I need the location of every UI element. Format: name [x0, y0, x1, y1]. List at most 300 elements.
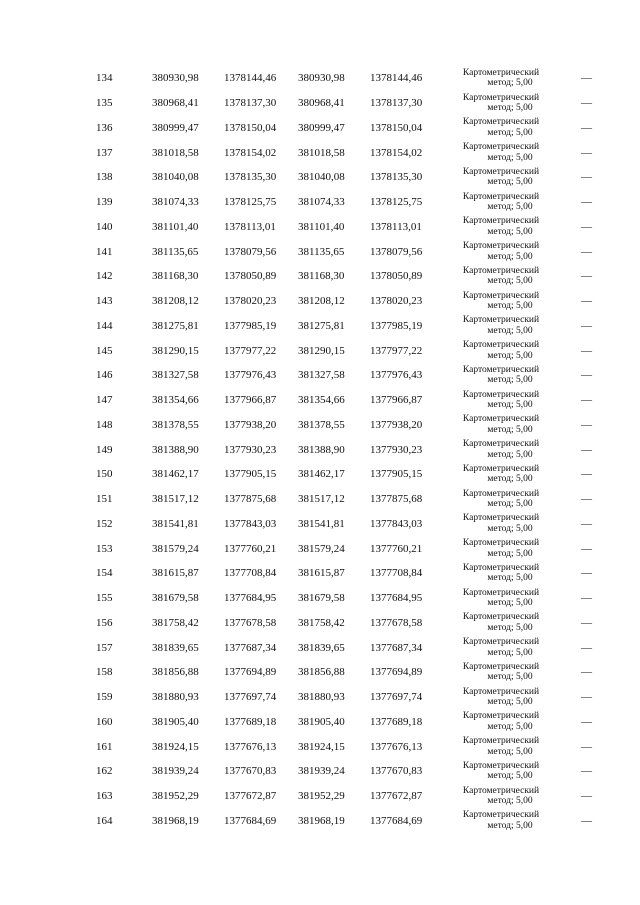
- refined-x-coordinate: 381101,40: [298, 220, 345, 233]
- refined-x-coordinate: 381275,81: [298, 319, 345, 332]
- existing-y-coordinate: 1378144,46: [224, 72, 277, 85]
- method-accuracy: метод; 5,00: [487, 301, 533, 312]
- table-row: [96, 586, 592, 611]
- point-number: 164: [96, 814, 113, 827]
- existing-y-coordinate: 1377708,84: [224, 567, 277, 580]
- method-accuracy: метод; 5,00: [487, 672, 533, 683]
- table-row: [96, 611, 592, 636]
- table-row: [96, 215, 592, 240]
- method-accuracy: метод; 5,00: [487, 598, 533, 609]
- existing-x-coordinate: 381354,66: [152, 394, 199, 407]
- point-number: 140: [96, 220, 113, 233]
- refined-x-coordinate: 381135,65: [298, 245, 345, 258]
- empty-marker: —: [581, 344, 592, 357]
- empty-marker: —: [581, 542, 592, 555]
- empty-marker: —: [581, 715, 592, 728]
- existing-x-coordinate: 381040,08: [152, 171, 199, 184]
- existing-x-coordinate: 381952,29: [152, 790, 199, 803]
- method-and-accuracy: [446, 215, 556, 240]
- existing-x-coordinate: 381924,15: [152, 740, 199, 753]
- method-accuracy: метод; 5,00: [487, 375, 533, 386]
- refined-x-coordinate: 381679,58: [298, 592, 345, 605]
- method-and-accuracy: [446, 165, 556, 190]
- existing-y-coordinate: 1378150,04: [224, 121, 277, 134]
- refined-x-coordinate: 381579,24: [298, 542, 345, 555]
- table-row: [96, 635, 592, 660]
- refined-y-coordinate: 1377697,74: [370, 691, 423, 704]
- point-number: 146: [96, 369, 113, 382]
- existing-x-coordinate: 381517,12: [152, 493, 199, 506]
- refined-x-coordinate: 381615,87: [298, 567, 345, 580]
- point-number: 135: [96, 97, 113, 110]
- table-row: [96, 512, 592, 537]
- method-and-accuracy: [446, 487, 556, 512]
- refined-x-coordinate: 381018,58: [298, 146, 345, 159]
- point-number: 144: [96, 319, 113, 332]
- table-row: [96, 264, 592, 289]
- existing-y-coordinate: 1377672,87: [224, 790, 277, 803]
- refined-y-coordinate: 1377689,18: [370, 715, 423, 728]
- refined-y-coordinate: 1377670,83: [370, 765, 423, 778]
- method-name: Картометрический: [462, 340, 540, 351]
- empty-marker: —: [581, 97, 592, 110]
- method-and-accuracy: [446, 239, 556, 264]
- existing-y-coordinate: 1377687,34: [224, 641, 277, 654]
- existing-x-coordinate: 381378,55: [152, 418, 199, 431]
- method-accuracy: метод; 5,00: [487, 424, 533, 435]
- empty-marker: —: [581, 121, 592, 134]
- existing-y-coordinate: 1377977,22: [224, 344, 277, 357]
- refined-x-coordinate: 381952,29: [298, 790, 345, 803]
- empty-marker: —: [581, 641, 592, 654]
- existing-y-coordinate: 1377676,13: [224, 740, 277, 753]
- refined-y-coordinate: 1377985,19: [370, 319, 423, 332]
- method-name: Картометрический: [462, 265, 540, 276]
- existing-y-coordinate: 1377966,87: [224, 394, 277, 407]
- method-name: Картометрический: [462, 711, 540, 722]
- empty-marker: —: [581, 245, 592, 258]
- table-row: [96, 784, 592, 809]
- existing-x-coordinate: 381275,81: [152, 319, 199, 332]
- empty-marker: —: [581, 220, 592, 233]
- method-and-accuracy: [446, 289, 556, 314]
- table-row: [96, 437, 592, 462]
- existing-x-coordinate: 380999,47: [152, 121, 199, 134]
- method-accuracy: метод; 5,00: [487, 771, 533, 782]
- table-row: [96, 809, 592, 834]
- point-number: 150: [96, 468, 113, 481]
- point-number: 143: [96, 295, 113, 308]
- table-row: [96, 487, 592, 512]
- point-number: 149: [96, 443, 113, 456]
- method-name: Картометрический: [462, 562, 540, 573]
- method-name: Картометрический: [462, 117, 540, 128]
- method-accuracy: метод; 5,00: [487, 622, 533, 633]
- method-accuracy: метод; 5,00: [487, 746, 533, 757]
- refined-x-coordinate: 381462,17: [298, 468, 345, 481]
- point-number: 160: [96, 715, 113, 728]
- table-row: [96, 413, 592, 438]
- point-number: 162: [96, 765, 113, 778]
- method-and-accuracy: [446, 809, 556, 834]
- method-and-accuracy: [446, 314, 556, 339]
- point-number: 139: [96, 196, 113, 209]
- existing-y-coordinate: 1378113,01: [224, 220, 276, 233]
- empty-marker: —: [581, 468, 592, 481]
- empty-marker: —: [581, 592, 592, 605]
- method-accuracy: метод; 5,00: [487, 202, 533, 213]
- refined-y-coordinate: 1378125,75: [370, 196, 423, 209]
- existing-y-coordinate: 1378135,30: [224, 171, 277, 184]
- existing-x-coordinate: 381101,40: [152, 220, 199, 233]
- table-row: [96, 363, 592, 388]
- existing-x-coordinate: 381327,58: [152, 369, 199, 382]
- refined-y-coordinate: 1377905,15: [370, 468, 423, 481]
- table-row: [96, 462, 592, 487]
- refined-x-coordinate: 381541,81: [298, 517, 345, 530]
- refined-y-coordinate: 1377966,87: [370, 394, 423, 407]
- method-name: Картометрический: [462, 736, 540, 747]
- method-accuracy: метод; 5,00: [487, 400, 533, 411]
- existing-y-coordinate: 1377875,68: [224, 493, 277, 506]
- method-name: Картометрический: [462, 389, 540, 400]
- method-accuracy: метод; 5,00: [487, 276, 533, 287]
- empty-marker: —: [581, 295, 592, 308]
- table-row: [96, 66, 592, 91]
- refined-y-coordinate: 1377977,22: [370, 344, 423, 357]
- table-row: [96, 388, 592, 413]
- method-and-accuracy: [446, 388, 556, 413]
- refined-y-coordinate: 1377976,43: [370, 369, 423, 382]
- method-and-accuracy: [446, 363, 556, 388]
- existing-y-coordinate: 1377905,15: [224, 468, 277, 481]
- existing-x-coordinate: 381968,19: [152, 814, 199, 827]
- method-and-accuracy: [446, 734, 556, 759]
- existing-y-coordinate: 1377694,89: [224, 666, 277, 679]
- empty-marker: —: [581, 418, 592, 431]
- point-number: 155: [96, 592, 113, 605]
- method-name: Картометрический: [462, 216, 540, 227]
- refined-y-coordinate: 1378150,04: [370, 121, 423, 134]
- refined-y-coordinate: 1377930,23: [370, 443, 423, 456]
- existing-y-coordinate: 1377684,95: [224, 592, 277, 605]
- method-and-accuracy: [446, 264, 556, 289]
- method-accuracy: метод; 5,00: [487, 647, 533, 658]
- refined-y-coordinate: 1377684,95: [370, 592, 423, 605]
- method-and-accuracy: [446, 635, 556, 660]
- point-number: 134: [96, 72, 113, 85]
- method-accuracy: метод; 5,00: [487, 474, 533, 485]
- method-and-accuracy: [446, 685, 556, 710]
- method-name: Картометрический: [462, 513, 540, 524]
- table-row: [96, 190, 592, 215]
- existing-x-coordinate: 381839,65: [152, 641, 199, 654]
- refined-x-coordinate: 381378,55: [298, 418, 345, 431]
- point-number: 151: [96, 493, 113, 506]
- existing-y-coordinate: 1377670,83: [224, 765, 277, 778]
- method-name: Картометрический: [462, 637, 540, 648]
- refined-x-coordinate: 381758,42: [298, 616, 345, 629]
- table-row: [96, 338, 592, 363]
- method-name: Картометрический: [462, 686, 540, 697]
- existing-x-coordinate: 381018,58: [152, 146, 199, 159]
- point-number: 138: [96, 171, 113, 184]
- existing-y-coordinate: 1378050,89: [224, 270, 277, 283]
- existing-x-coordinate: 381905,40: [152, 715, 199, 728]
- method-name: Картометрический: [462, 290, 540, 301]
- method-name: Картометрический: [462, 241, 540, 252]
- method-name: Картометрический: [462, 760, 540, 771]
- refined-y-coordinate: 1377694,89: [370, 666, 423, 679]
- method-accuracy: метод; 5,00: [487, 103, 533, 114]
- empty-marker: —: [581, 567, 592, 580]
- empty-marker: —: [581, 72, 592, 85]
- refined-x-coordinate: 381939,24: [298, 765, 345, 778]
- method-accuracy: метод; 5,00: [487, 325, 533, 336]
- method-and-accuracy: [446, 759, 556, 784]
- method-accuracy: метод; 5,00: [487, 573, 533, 584]
- refined-y-coordinate: 1377676,13: [370, 740, 423, 753]
- table-row: [96, 314, 592, 339]
- refined-x-coordinate: 381839,65: [298, 641, 345, 654]
- existing-x-coordinate: 381679,58: [152, 592, 199, 605]
- table-row: [96, 140, 592, 165]
- point-number: 145: [96, 344, 113, 357]
- existing-x-coordinate: 381939,24: [152, 765, 199, 778]
- point-number: 152: [96, 517, 113, 530]
- method-name: Картометрический: [462, 612, 540, 623]
- table-row: [96, 710, 592, 735]
- existing-y-coordinate: 1377985,19: [224, 319, 277, 332]
- refined-x-coordinate: 381040,08: [298, 171, 345, 184]
- empty-marker: —: [581, 517, 592, 530]
- existing-x-coordinate: 381290,15: [152, 344, 199, 357]
- table-row: [96, 536, 592, 561]
- refined-x-coordinate: 381968,19: [298, 814, 345, 827]
- empty-marker: —: [581, 146, 592, 159]
- method-accuracy: метод; 5,00: [487, 152, 533, 163]
- table-row: [96, 165, 592, 190]
- method-name: Картометрический: [462, 364, 540, 375]
- refined-y-coordinate: 1377938,20: [370, 418, 423, 431]
- method-and-accuracy: [446, 561, 556, 586]
- table-row: [96, 91, 592, 116]
- method-accuracy: метод; 5,00: [487, 697, 533, 708]
- existing-y-coordinate: 1378137,30: [224, 97, 277, 110]
- existing-y-coordinate: 1377678,58: [224, 616, 277, 629]
- table-row: [96, 116, 592, 141]
- empty-marker: —: [581, 691, 592, 704]
- point-number: 154: [96, 567, 113, 580]
- method-name: Картометрический: [462, 315, 540, 326]
- point-number: 159: [96, 691, 113, 704]
- table-row: [96, 685, 592, 710]
- empty-marker: —: [581, 790, 592, 803]
- existing-x-coordinate: 381462,17: [152, 468, 199, 481]
- point-number: 156: [96, 616, 113, 629]
- existing-x-coordinate: 381388,90: [152, 443, 199, 456]
- method-and-accuracy: [446, 413, 556, 438]
- existing-x-coordinate: 381074,33: [152, 196, 199, 209]
- refined-x-coordinate: 381517,12: [298, 493, 345, 506]
- refined-y-coordinate: 1378135,30: [370, 171, 423, 184]
- method-name: Картометрический: [462, 67, 540, 78]
- refined-y-coordinate: 1377843,03: [370, 517, 423, 530]
- method-name: Картометрический: [462, 488, 540, 499]
- existing-x-coordinate: 381856,88: [152, 666, 199, 679]
- method-name: Картометрический: [462, 166, 540, 177]
- existing-x-coordinate: 381135,65: [152, 245, 199, 258]
- existing-y-coordinate: 1377930,23: [224, 443, 277, 456]
- method-name: Картометрический: [462, 785, 540, 796]
- method-name: Картометрический: [462, 463, 540, 474]
- existing-y-coordinate: 1378020,23: [224, 295, 277, 308]
- existing-x-coordinate: 380968,41: [152, 97, 199, 110]
- method-accuracy: метод; 5,00: [487, 449, 533, 460]
- existing-x-coordinate: 381168,30: [152, 270, 199, 283]
- existing-x-coordinate: 381615,87: [152, 567, 199, 580]
- method-accuracy: метод; 5,00: [487, 499, 533, 510]
- refined-x-coordinate: 381327,58: [298, 369, 345, 382]
- method-name: Картометрический: [462, 92, 540, 103]
- refined-x-coordinate: 381856,88: [298, 666, 345, 679]
- point-number: 136: [96, 121, 113, 134]
- method-accuracy: метод; 5,00: [487, 127, 533, 138]
- table-row: [96, 289, 592, 314]
- coordinates-table: [96, 66, 592, 833]
- refined-x-coordinate: 381290,15: [298, 344, 345, 357]
- refined-y-coordinate: 1377708,84: [370, 567, 423, 580]
- empty-marker: —: [581, 666, 592, 679]
- existing-y-coordinate: 1377689,18: [224, 715, 277, 728]
- method-accuracy: метод; 5,00: [487, 226, 533, 237]
- refined-y-coordinate: 1377687,34: [370, 641, 423, 654]
- method-and-accuracy: [446, 140, 556, 165]
- refined-y-coordinate: 1378137,30: [370, 97, 423, 110]
- method-and-accuracy: [446, 536, 556, 561]
- method-and-accuracy: [446, 190, 556, 215]
- method-and-accuracy: [446, 660, 556, 685]
- existing-y-coordinate: 1377684,69: [224, 814, 277, 827]
- empty-marker: —: [581, 814, 592, 827]
- point-number: 163: [96, 790, 113, 803]
- method-and-accuracy: [446, 338, 556, 363]
- point-number: 158: [96, 666, 113, 679]
- empty-marker: —: [581, 616, 592, 629]
- method-and-accuracy: [446, 512, 556, 537]
- existing-y-coordinate: 1377843,03: [224, 517, 277, 530]
- refined-y-coordinate: 1378079,56: [370, 245, 423, 258]
- refined-x-coordinate: 380968,41: [298, 97, 345, 110]
- method-accuracy: метод; 5,00: [487, 177, 533, 188]
- method-name: Картометрический: [462, 661, 540, 672]
- method-accuracy: метод; 5,00: [487, 548, 533, 559]
- method-name: Картометрический: [462, 414, 540, 425]
- refined-x-coordinate: 381880,93: [298, 691, 345, 704]
- method-and-accuracy: [446, 116, 556, 141]
- method-accuracy: метод; 5,00: [487, 350, 533, 361]
- method-and-accuracy: [446, 91, 556, 116]
- refined-y-coordinate: 1377678,58: [370, 616, 423, 629]
- existing-x-coordinate: 381880,93: [152, 691, 199, 704]
- refined-y-coordinate: 1378020,23: [370, 295, 423, 308]
- empty-marker: —: [581, 319, 592, 332]
- point-number: 142: [96, 270, 113, 283]
- empty-marker: —: [581, 765, 592, 778]
- method-accuracy: метод; 5,00: [487, 820, 533, 831]
- refined-x-coordinate: 381074,33: [298, 196, 345, 209]
- refined-x-coordinate: 381354,66: [298, 394, 345, 407]
- point-number: 141: [96, 245, 113, 258]
- refined-x-coordinate: 381208,12: [298, 295, 345, 308]
- existing-y-coordinate: 1378079,56: [224, 245, 277, 258]
- table-row: [96, 759, 592, 784]
- method-and-accuracy: [446, 586, 556, 611]
- existing-y-coordinate: 1377938,20: [224, 418, 277, 431]
- refined-x-coordinate: 381168,30: [298, 270, 345, 283]
- refined-x-coordinate: 381388,90: [298, 443, 345, 456]
- method-and-accuracy: [446, 462, 556, 487]
- method-and-accuracy: [446, 710, 556, 735]
- method-name: Картометрический: [462, 587, 540, 598]
- existing-x-coordinate: 381541,81: [152, 517, 199, 530]
- refined-x-coordinate: 380999,47: [298, 121, 345, 134]
- refined-x-coordinate: 381924,15: [298, 740, 345, 753]
- method-and-accuracy: [446, 784, 556, 809]
- existing-y-coordinate: 1377976,43: [224, 369, 277, 382]
- point-number: 161: [96, 740, 113, 753]
- empty-marker: —: [581, 493, 592, 506]
- method-and-accuracy: [446, 66, 556, 91]
- method-accuracy: метод; 5,00: [487, 721, 533, 732]
- method-and-accuracy: [446, 611, 556, 636]
- empty-marker: —: [581, 443, 592, 456]
- refined-y-coordinate: 1378113,01: [370, 220, 422, 233]
- refined-y-coordinate: 1377672,87: [370, 790, 423, 803]
- empty-marker: —: [581, 196, 592, 209]
- empty-marker: —: [581, 171, 592, 184]
- refined-x-coordinate: 381905,40: [298, 715, 345, 728]
- refined-y-coordinate: 1378144,46: [370, 72, 423, 85]
- existing-x-coordinate: 381758,42: [152, 616, 199, 629]
- method-name: Картометрический: [462, 439, 540, 450]
- empty-marker: —: [581, 740, 592, 753]
- refined-y-coordinate: 1378050,89: [370, 270, 423, 283]
- point-number: 148: [96, 418, 113, 431]
- existing-x-coordinate: 380930,98: [152, 72, 199, 85]
- method-accuracy: метод; 5,00: [487, 251, 533, 262]
- table-row: [96, 239, 592, 264]
- method-accuracy: метод; 5,00: [487, 796, 533, 807]
- method-name: Картометрический: [462, 810, 540, 821]
- refined-y-coordinate: 1377760,21: [370, 542, 423, 555]
- point-number: 157: [96, 641, 113, 654]
- coordinates-table-body: [96, 66, 592, 833]
- existing-y-coordinate: 1377697,74: [224, 691, 277, 704]
- method-accuracy: метод; 5,00: [487, 78, 533, 89]
- table-row: [96, 660, 592, 685]
- table-row: [96, 561, 592, 586]
- empty-marker: —: [581, 369, 592, 382]
- refined-y-coordinate: 1377684,69: [370, 814, 423, 827]
- method-name: Картометрический: [462, 538, 540, 549]
- point-number: 153: [96, 542, 113, 555]
- point-number: 137: [96, 146, 113, 159]
- method-accuracy: метод; 5,00: [487, 523, 533, 534]
- existing-y-coordinate: 1378125,75: [224, 196, 277, 209]
- empty-marker: —: [581, 270, 592, 283]
- refined-y-coordinate: 1378154,02: [370, 146, 423, 159]
